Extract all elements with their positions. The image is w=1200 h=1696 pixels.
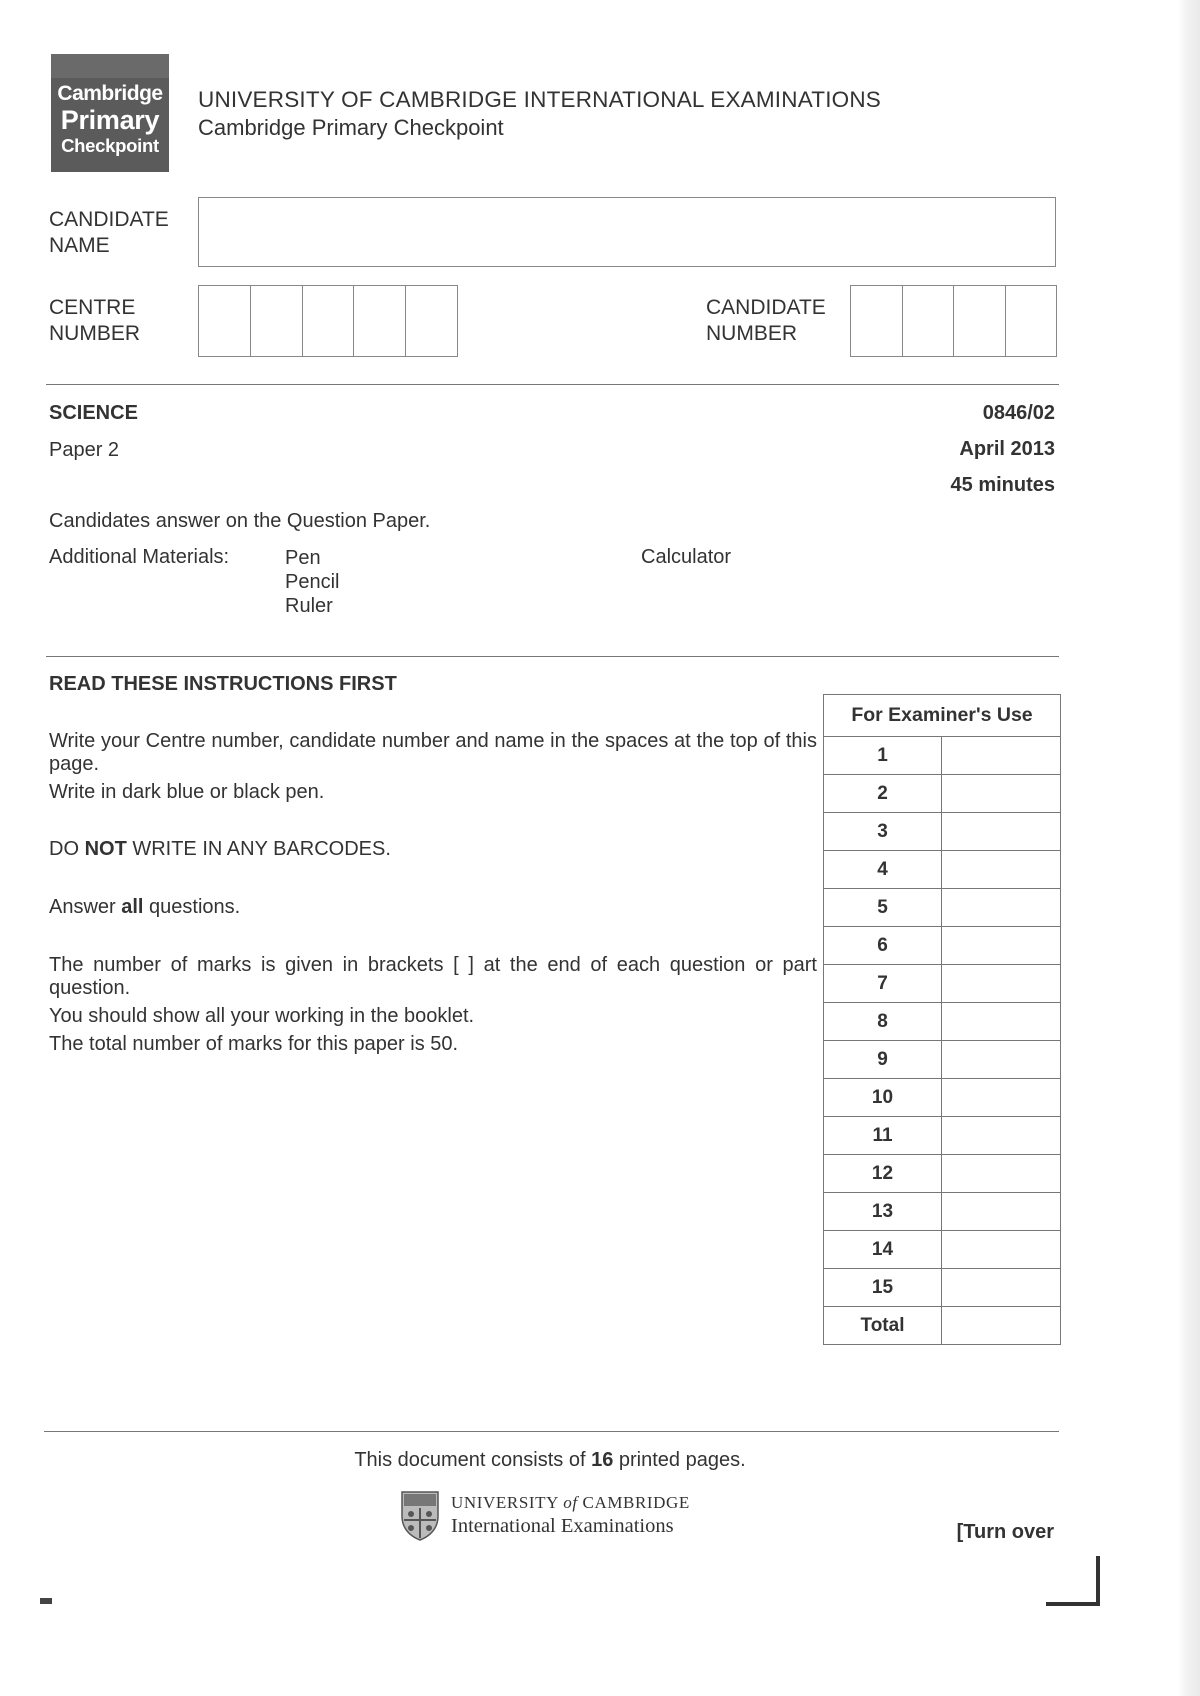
exam-session: April 2013 — [959, 438, 1055, 460]
instruction-line: You should show all your working in the booklet. — [49, 1005, 475, 1027]
page-count-note: This document consists of 16 printed pages. — [354, 1449, 746, 1471]
divider — [44, 1431, 1059, 1432]
question-number: 3 — [824, 813, 942, 851]
centre-digit-box[interactable] — [406, 286, 457, 356]
materials-list — [285, 546, 339, 618]
question-number: 13 — [824, 1193, 942, 1231]
mark-cell[interactable] — [942, 1193, 1061, 1231]
table-row — [824, 1155, 1061, 1193]
logo-line-checkpoint: Checkpoint — [61, 135, 159, 156]
mark-cell[interactable] — [942, 1269, 1061, 1307]
material-item: Ruler — [285, 595, 333, 617]
centre-digit-box[interactable] — [251, 286, 303, 356]
page-edge-shadow — [1178, 0, 1200, 1696]
table-row — [824, 1041, 1061, 1079]
candidate-name-label: CANDIDATE NAME — [49, 208, 169, 257]
candidate-digit-box[interactable] — [954, 286, 1006, 356]
mark-cell[interactable] — [942, 965, 1061, 1003]
mark-cell[interactable] — [942, 1041, 1061, 1079]
total-label: Total — [824, 1307, 942, 1345]
question-number: 12 — [824, 1155, 942, 1193]
question-number: 4 — [824, 851, 942, 889]
mark-cell[interactable] — [942, 1155, 1061, 1193]
instruction-line: The total number of marks for this paper is 50. — [49, 1033, 459, 1055]
divider — [46, 384, 1059, 385]
examiners-use-title: For Examiner's Use — [824, 695, 1061, 737]
candidate-digit-box[interactable] — [903, 286, 955, 356]
question-number: 9 — [824, 1041, 942, 1079]
instructions-heading: READ THESE INSTRUCTIONS FIRST — [49, 673, 397, 695]
candidate-digit-box[interactable] — [851, 286, 903, 356]
instructions-body — [49, 730, 817, 1056]
instruction-line: Write in dark blue or black pen. — [49, 781, 325, 803]
materials-label: Additional Materials: — [49, 546, 230, 568]
subject: SCIENCE — [49, 402, 138, 424]
logo-line-primary: Primary — [60, 105, 160, 135]
mark-cell[interactable] — [942, 775, 1061, 813]
logo-top-band — [51, 54, 169, 78]
logo-line-cambridge: Cambridge — [57, 82, 163, 105]
centre-number-field[interactable] — [198, 285, 458, 357]
table-row — [824, 1003, 1061, 1041]
mark-cell[interactable] — [942, 813, 1061, 851]
table-row — [824, 1079, 1061, 1117]
material-item: Pen — [285, 547, 321, 569]
instruction-line: Write your Centre number, candidate number and name in the spaces at the top of this page. — [49, 730, 817, 775]
table-row — [824, 737, 1061, 775]
candidate-number-field[interactable] — [850, 285, 1057, 357]
mark-cell[interactable] — [942, 851, 1061, 889]
table-row — [824, 1231, 1061, 1269]
registration-dash-mark — [40, 1598, 52, 1604]
instruction-answer-all: Answer all questions. — [49, 896, 241, 918]
instruction-line: The number of marks is given in brackets [ ] at the end of each question or part question. — [49, 954, 817, 999]
centre-digit-box[interactable] — [199, 286, 251, 356]
table-row — [824, 1269, 1061, 1307]
answer-note: Candidates answer on the Question Paper. — [49, 510, 431, 532]
question-number: 11 — [824, 1117, 942, 1155]
question-number: 7 — [824, 965, 942, 1003]
divider — [46, 656, 1059, 657]
question-number: 10 — [824, 1079, 942, 1117]
candidate-name-field[interactable] — [198, 197, 1056, 267]
table-row — [824, 775, 1061, 813]
question-number: 14 — [824, 1231, 942, 1269]
university-wordmark-line1: UNIVERSITY of CAMBRIDGE — [451, 1493, 690, 1512]
mark-cell[interactable] — [942, 1117, 1061, 1155]
question-number: 2 — [824, 775, 942, 813]
table-row — [824, 965, 1061, 1003]
question-number: 8 — [824, 1003, 942, 1041]
registration-corner-mark — [1046, 1556, 1100, 1606]
cambridge-primary-checkpoint-logo — [51, 54, 169, 172]
question-number: 1 — [824, 737, 942, 775]
table-row — [824, 851, 1061, 889]
table-row — [824, 889, 1061, 927]
candidate-digit-box[interactable] — [1006, 286, 1057, 356]
table-row — [824, 927, 1061, 965]
centre-digit-box[interactable] — [354, 286, 406, 356]
programme-title: Cambridge Primary Checkpoint — [198, 115, 504, 140]
table-row — [824, 1193, 1061, 1231]
question-number: 5 — [824, 889, 942, 927]
organisation-title: UNIVERSITY OF CAMBRIDGE INTERNATIONAL EXAMINATIONS — [198, 87, 882, 112]
mark-cell[interactable] — [942, 737, 1061, 775]
question-number: 6 — [824, 927, 942, 965]
centre-digit-box[interactable] — [303, 286, 355, 356]
question-number: 15 — [824, 1269, 942, 1307]
table-row-total — [824, 1307, 1061, 1345]
instruction-barcodes: DO NOT WRITE IN ANY BARCODES. — [49, 838, 391, 860]
exam-duration: 45 minutes — [950, 474, 1055, 496]
total-mark-cell[interactable] — [942, 1307, 1061, 1345]
mark-cell[interactable] — [942, 1231, 1061, 1269]
paper-number: Paper 2 — [49, 439, 120, 461]
material-item-calculator: Calculator — [641, 546, 732, 568]
cambridge-crest-icon — [400, 1490, 440, 1542]
mark-cell[interactable] — [942, 1003, 1061, 1041]
table-row — [824, 813, 1061, 851]
mark-cell[interactable] — [942, 927, 1061, 965]
examiners-use-table — [823, 694, 1061, 1345]
university-wordmark-line2: International Examinations — [451, 1515, 674, 1537]
mark-cell[interactable] — [942, 889, 1061, 927]
material-item: Pencil — [285, 571, 340, 593]
candidate-number-label: CANDIDATE NUMBER — [706, 296, 826, 345]
table-row — [824, 1117, 1061, 1155]
turn-over-note: [Turn over — [956, 1521, 1054, 1543]
centre-number-label: CENTRE NUMBER — [49, 296, 141, 345]
syllabus-code: 0846/02 — [982, 402, 1055, 424]
mark-cell[interactable] — [942, 1079, 1061, 1117]
